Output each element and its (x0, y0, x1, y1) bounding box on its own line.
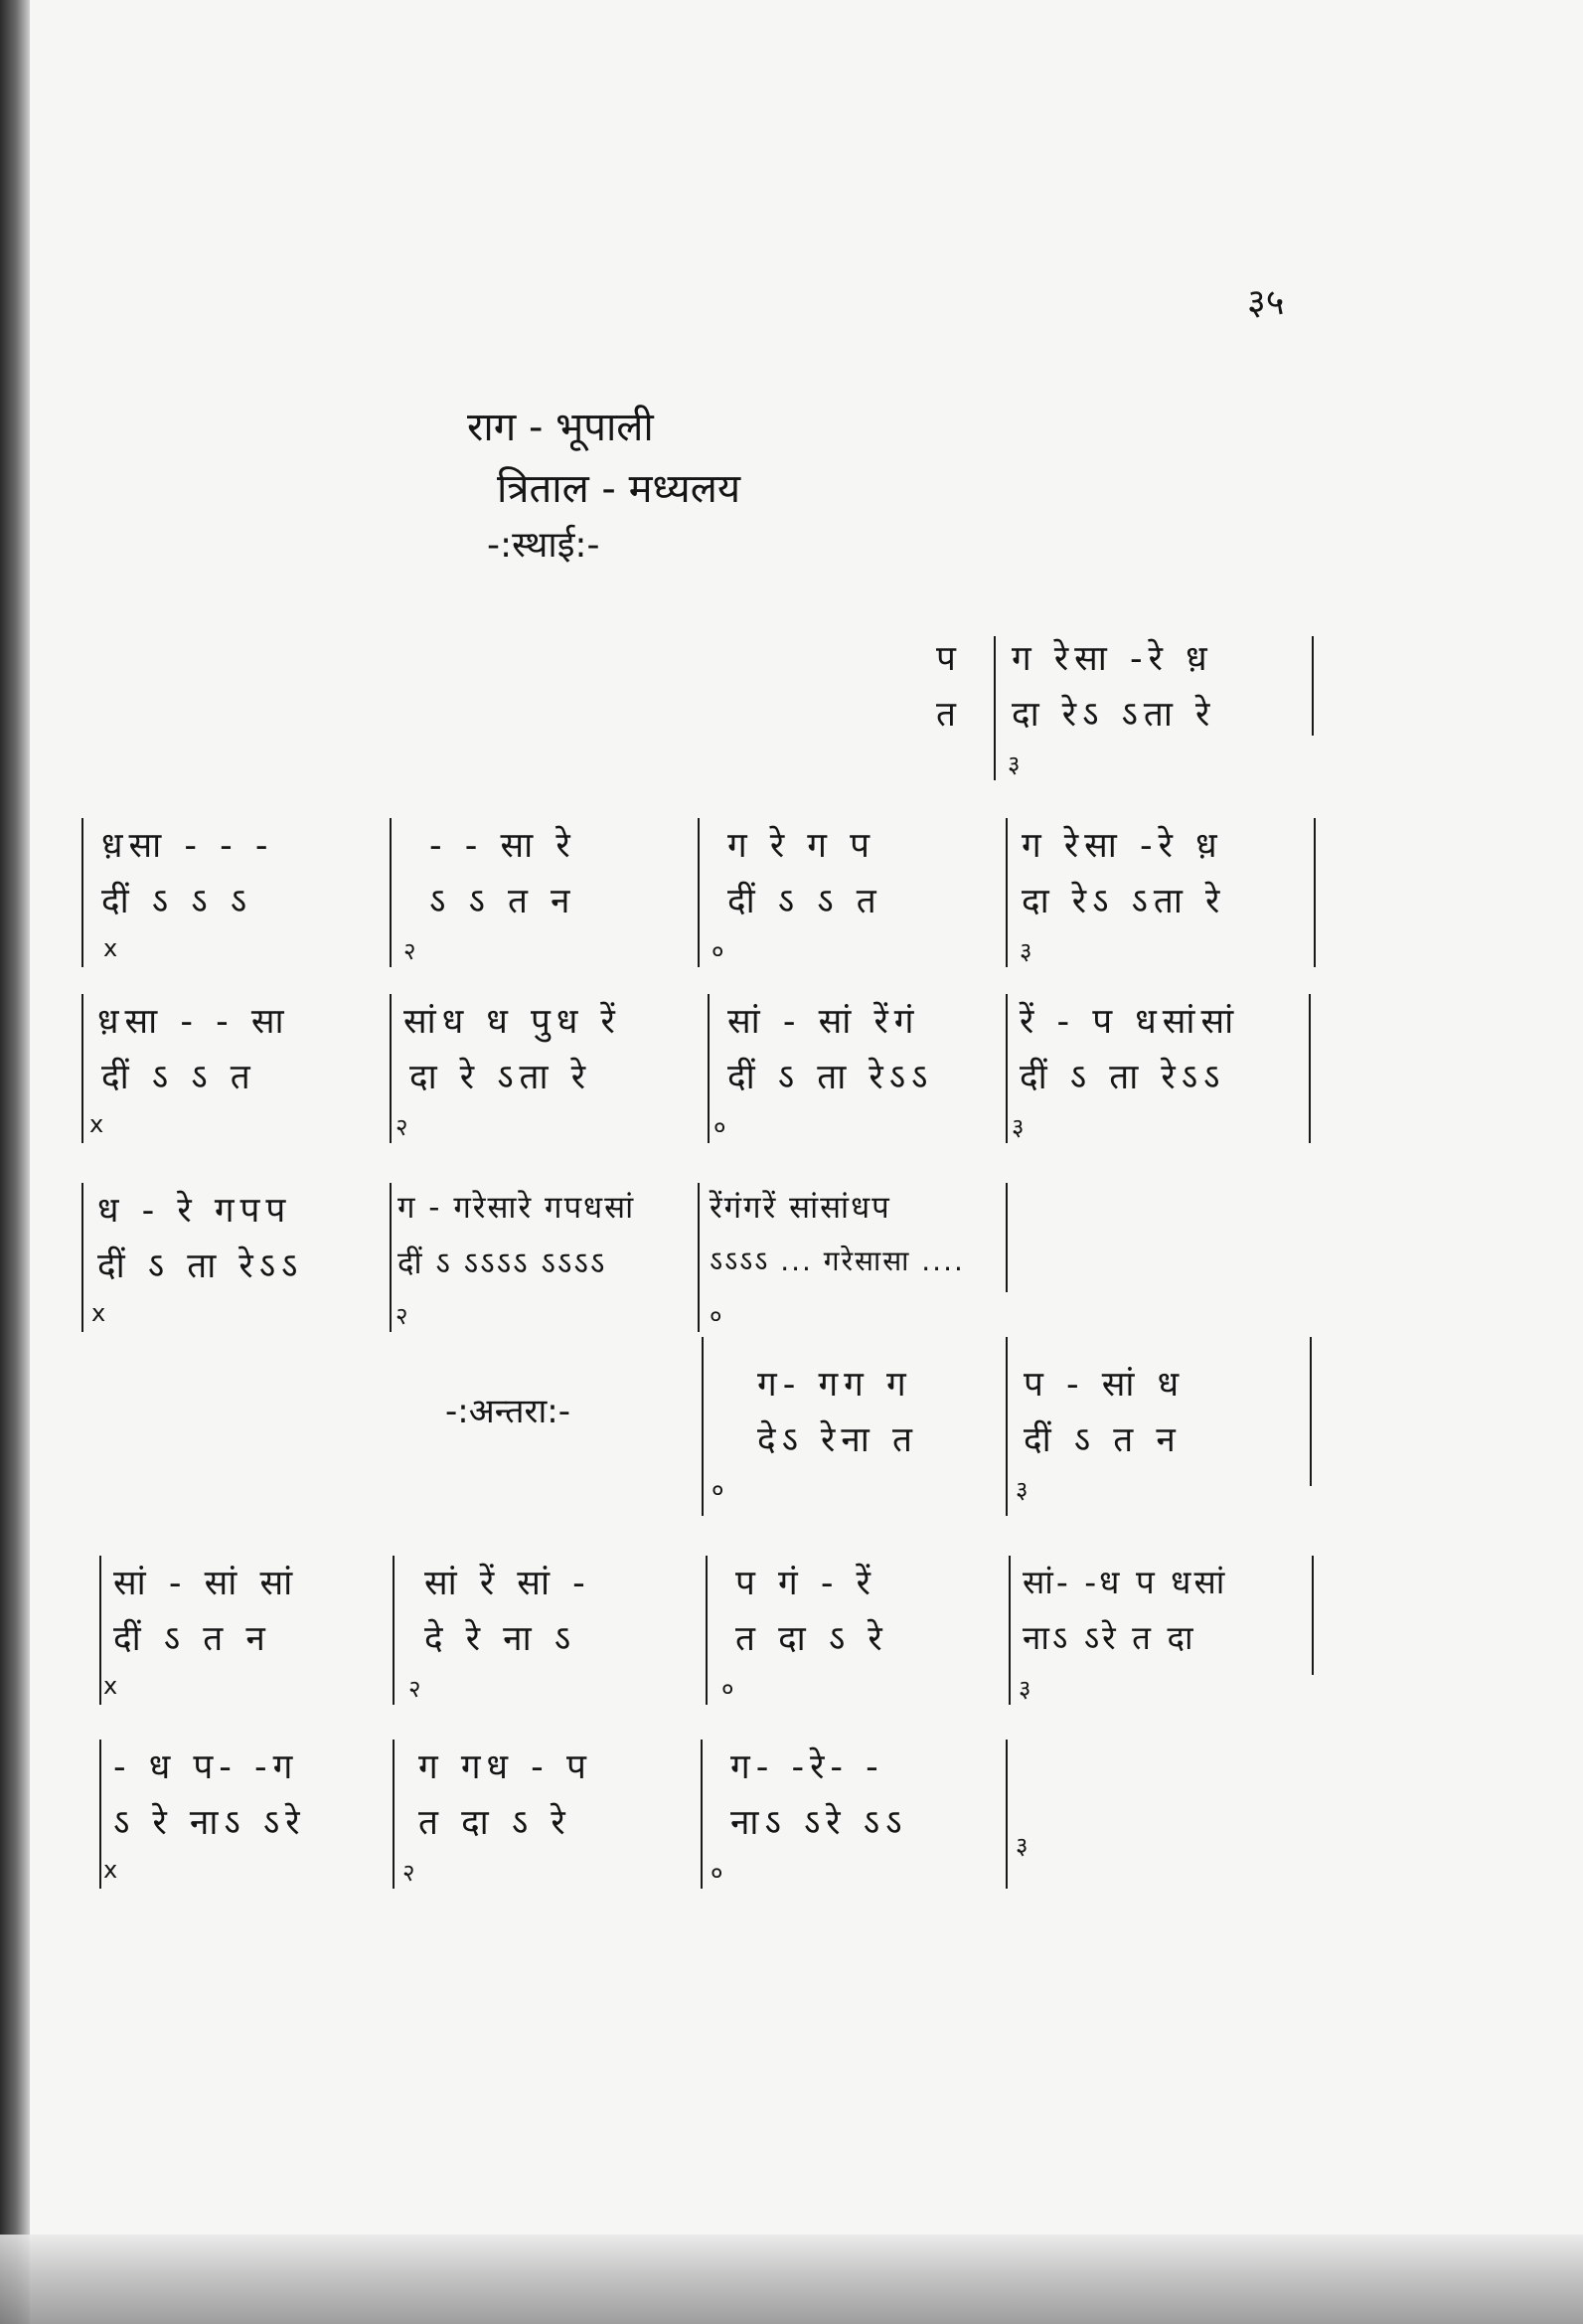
bol-text: ऽ ऽ त न (429, 882, 576, 921)
bar-line (390, 818, 392, 967)
tali-mark: ० (711, 1859, 723, 1887)
bol-text: दीं ऽ ऽ त (101, 1058, 256, 1097)
bol-text: नाऽ ऽरे ऽऽ (730, 1803, 908, 1843)
tali-mark: ३ (1019, 1675, 1031, 1703)
tali-mark: ० (712, 937, 724, 965)
notation-row-4 (0, 1178, 1583, 1337)
swara-text: ग गध - प (418, 1747, 592, 1787)
scan-bottom-shadow (0, 2235, 1583, 2324)
bar-line (698, 1183, 700, 1332)
tali-mark: x (103, 1672, 118, 1700)
taal-title: त्रिताल - मध्यलय (497, 466, 741, 512)
bol-text: त (936, 695, 962, 735)
bar-line (702, 1337, 704, 1516)
bar-line (99, 1740, 101, 1889)
swara-text: ग- -रे- - (730, 1747, 884, 1787)
swara-text: रेंगंगरें सांसांधप (710, 1190, 891, 1226)
notation-row-3 (0, 989, 1583, 1148)
swara-text: प (936, 639, 962, 679)
tali-mark: २ (402, 1859, 415, 1887)
tali-mark: ० (712, 1476, 724, 1504)
bol-text: दीं ऽ ता रेऽऽ (1020, 1058, 1226, 1097)
antara-label: -:अन्तरा:- (445, 1392, 570, 1431)
bar-line (1309, 994, 1311, 1143)
swara-text: प - सां ध (1024, 1365, 1186, 1405)
bol-text: दीं ऽ ता रेऽऽ (727, 1058, 934, 1097)
tali-mark: ३ (1016, 1476, 1029, 1504)
bar-line (1006, 1183, 1008, 1292)
bar-line (1312, 636, 1314, 736)
tali-mark: x (103, 1856, 118, 1884)
bar-line (698, 818, 700, 967)
bar-line (390, 1183, 392, 1332)
swara-text: रें - प धसांसां (1020, 1002, 1240, 1042)
bol-text: दीं ऽ ऽऽऽऽ ऽऽऽऽ (397, 1245, 607, 1281)
bar-line (994, 636, 996, 780)
bol-text: दे रे ना ऽ (424, 1619, 577, 1659)
bar-line (81, 1183, 83, 1332)
bar-line (1310, 1337, 1312, 1486)
notation-row-6 (0, 1551, 1583, 1710)
bar-line (706, 1556, 708, 1705)
bar-line (1006, 1337, 1008, 1516)
bol-text: ऽ रे नाऽ ऽरे (113, 1803, 306, 1843)
tali-mark: ३ (1012, 1113, 1025, 1141)
swara-text: सां- -ध प धसां (1023, 1563, 1228, 1601)
bol-text: दीं ऽ ऽ ऽ (101, 882, 253, 921)
bar-line (1006, 994, 1008, 1143)
bar-line (390, 994, 392, 1143)
page-number: ३५ (1247, 282, 1285, 323)
bar-line (393, 1556, 395, 1705)
notation-row-2 (0, 813, 1583, 972)
bar-line (1314, 818, 1316, 967)
swara-text: ग रे ग प (727, 826, 875, 866)
bol-text: दा रे ऽता रे (409, 1058, 592, 1097)
tali-mark: ० (710, 1302, 722, 1330)
swara-text: ध़सा - - सा (97, 1002, 290, 1042)
tali-mark: x (91, 1299, 106, 1327)
bol-text: ऽऽऽऽ ... गरेसासा .... (710, 1245, 965, 1277)
tali-mark: २ (396, 1113, 408, 1141)
tali-mark: २ (403, 937, 416, 965)
bol-text: दीं ऽ त न (113, 1619, 271, 1659)
swara-text: प गं - रें (735, 1564, 876, 1603)
swara-text: - - सा रे (429, 826, 576, 866)
bar-line (99, 1556, 101, 1705)
bol-text: देऽ रेना त (757, 1420, 918, 1460)
bol-text: दीं ऽ ता रेऽऽ (97, 1246, 304, 1286)
swara-text: ग- गग ग (757, 1365, 912, 1405)
swara-text: ध - रे गपप (97, 1191, 292, 1231)
tali-mark: ० (713, 1113, 726, 1141)
bar-line (1312, 1556, 1314, 1675)
sthayi-label: -:स्थाई:- (487, 525, 600, 566)
bol-text: दीं ऽ ऽ त (727, 882, 882, 921)
bol-text: नाऽ ऽरे त दा (1023, 1618, 1196, 1657)
bar-line (81, 994, 83, 1143)
tali-mark: २ (396, 1302, 408, 1330)
bar-line (1009, 1556, 1011, 1705)
bol-text: दा रेऽ ऽता रे (1022, 882, 1226, 921)
bar-line (708, 994, 710, 1143)
swara-text: ग रेसा -रे ध़ (1012, 639, 1213, 679)
swara-text: सां - सां सां (113, 1564, 299, 1603)
swara-text: सां रें सां - (424, 1564, 591, 1603)
bar-line (393, 1740, 395, 1889)
tali-mark: ३ (1008, 750, 1021, 778)
bol-text: त दा ऽ रे (418, 1803, 571, 1843)
bol-text: त दा ऽ रे (735, 1619, 888, 1659)
notation-row-5 (0, 1332, 1583, 1504)
bol-text: दा रेऽ ऽता रे (1012, 695, 1216, 735)
swara-text: ग रेसा -रे ध़ (1022, 826, 1223, 866)
tali-mark: ० (721, 1675, 734, 1703)
tali-mark: x (103, 934, 118, 962)
book-binding-edge (0, 0, 30, 2324)
bar-line (1006, 818, 1008, 967)
tali-mark: x (89, 1110, 104, 1138)
tali-mark: ३ (1020, 937, 1032, 965)
bar-line (701, 1740, 703, 1889)
notation-row-1 (0, 626, 1583, 785)
bar-line (1006, 1740, 1008, 1889)
raga-title: राग - भूपाली (467, 405, 654, 450)
swara-text: ग - गरेसारे गपधसां (397, 1190, 636, 1226)
swara-text: ध़सा - - - (101, 826, 274, 866)
tali-mark: ३ (1016, 1832, 1029, 1860)
notation-row-7 (0, 1735, 1583, 1894)
swara-text: सांध ध पुध रें (403, 1002, 621, 1042)
bar-line (81, 818, 83, 967)
bol-text: दीं ऽ त न (1024, 1420, 1182, 1460)
swara-text: सां - सां रेंगं (727, 1002, 920, 1042)
swara-text: - ध प- -ग (113, 1747, 299, 1787)
tali-mark: २ (408, 1675, 421, 1703)
